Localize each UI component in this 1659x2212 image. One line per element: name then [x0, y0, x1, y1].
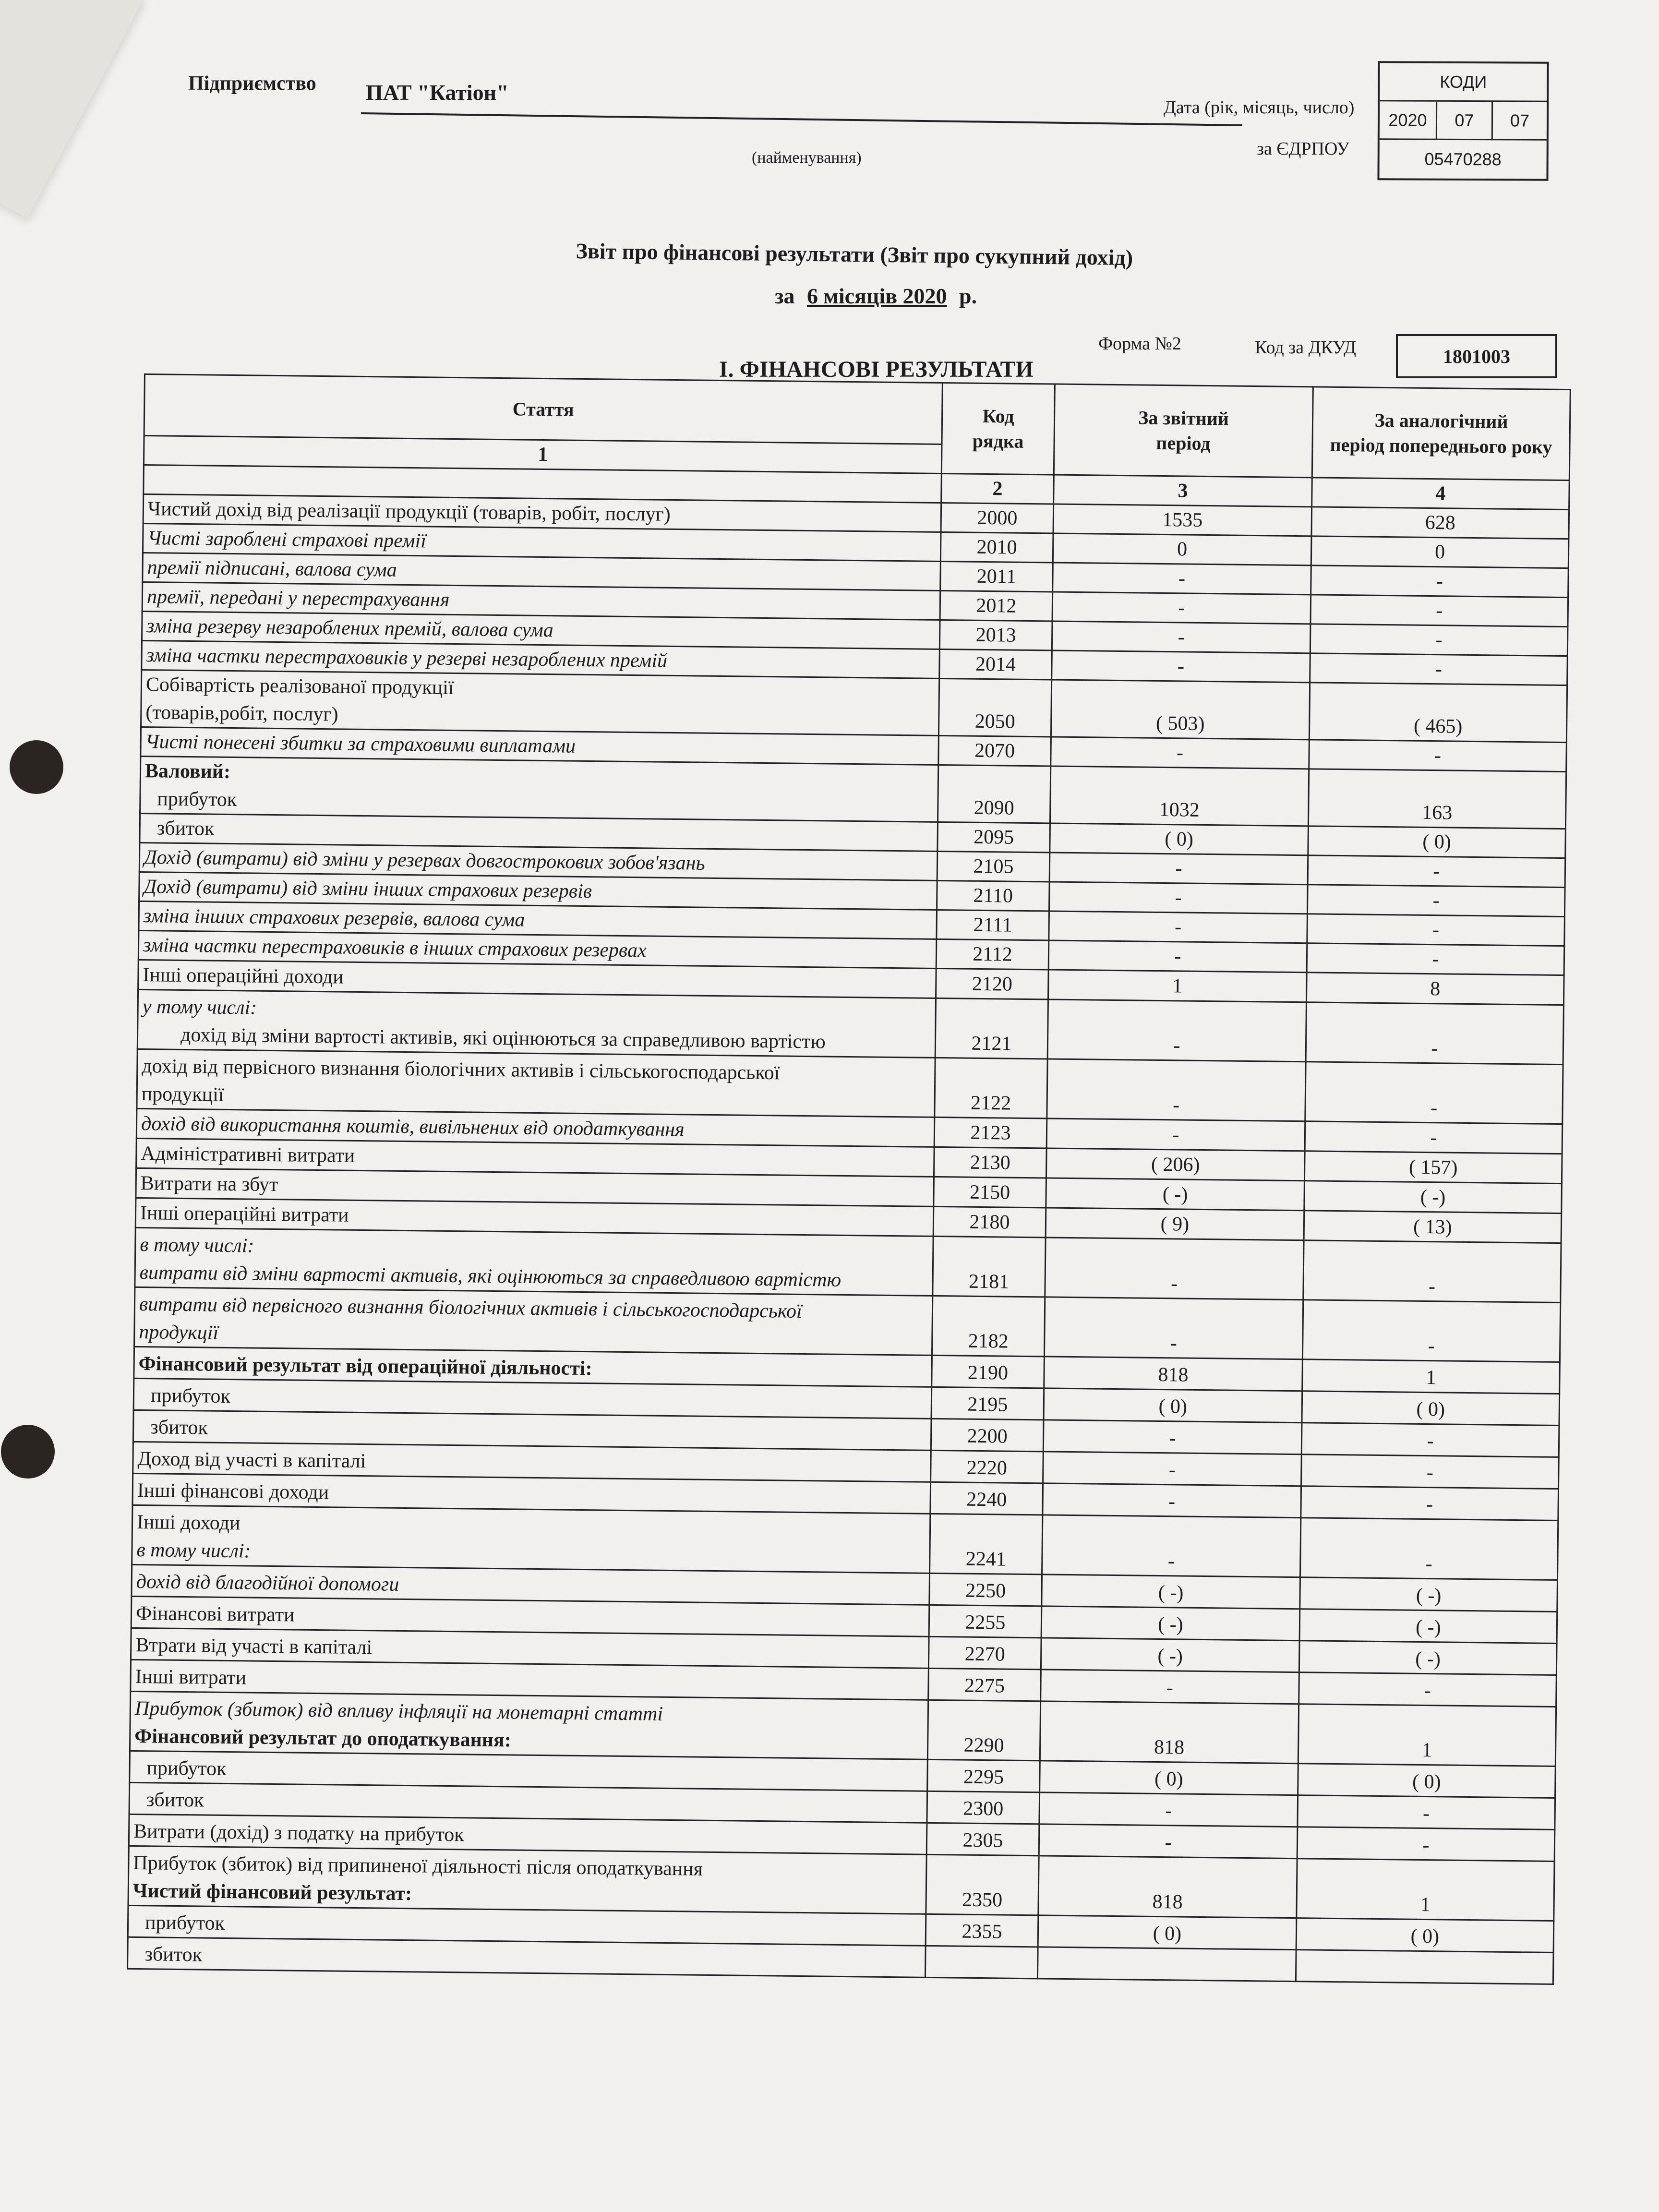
row-code: 2011 — [940, 561, 1053, 592]
row-code: 2182 — [932, 1296, 1045, 1357]
row-current-value: 1 — [1048, 970, 1307, 1002]
enterprise-label: Підприємство — [188, 72, 316, 95]
row-previous-value: 0 — [1311, 536, 1569, 568]
row-previous-value: - — [1311, 565, 1569, 598]
header-code-line2: рядка — [972, 430, 1024, 452]
row-label-text: збиток — [146, 1789, 204, 1812]
row-label — [128, 1846, 926, 1914]
date-label: Дата (рік, місяць, число) — [1164, 97, 1355, 118]
row-code: 2270 — [928, 1636, 1041, 1670]
column-number-1: 1 — [144, 436, 942, 474]
row-label — [130, 1691, 928, 1759]
row-current-value: - — [1043, 1452, 1302, 1486]
row-previous-value: ( -) — [1299, 1609, 1557, 1644]
row-current-value: - — [1049, 882, 1308, 914]
row-label-text: Інші витрати — [135, 1665, 247, 1689]
row-label-line1: Інші доходи — [136, 1511, 240, 1535]
row-label-text: збиток — [156, 817, 215, 840]
row-current-value: - — [1047, 999, 1306, 1062]
row-previous-value: 628 — [1311, 507, 1569, 539]
row-current-value: 0 — [1053, 533, 1311, 565]
row-previous-value: ( 465) — [1309, 683, 1567, 743]
row-label-text: Втрати від участі в капіталі — [135, 1634, 373, 1659]
row-previous-value: ( -) — [1304, 1181, 1562, 1214]
row-previous-value: - — [1298, 1795, 1555, 1830]
header-current — [1054, 384, 1313, 478]
codes-title: КОДИ — [1380, 63, 1547, 102]
row-previous-value: - — [1307, 914, 1565, 946]
row-label-line2: в тому числі: — [136, 1539, 251, 1563]
row-previous-value: - — [1299, 1672, 1557, 1707]
row-label — [137, 989, 936, 1058]
row-current-value: ( -) — [1042, 1575, 1300, 1609]
row-code: 2010 — [940, 532, 1053, 563]
row-previous-value: ( 13) — [1304, 1211, 1562, 1243]
row-label-text: Чистий дохід від реалізації продукції (товарів, робіт, послуг) — [147, 498, 671, 526]
row-label-line2: продукції — [141, 1083, 224, 1106]
row-current-value: - — [1044, 1297, 1303, 1359]
report-title: Звіт про фінансові результати (Звіт про сукупний дохід) — [576, 238, 1133, 270]
form-label: Форма №2 — [1098, 334, 1181, 354]
row-current-value: - — [1039, 1824, 1298, 1859]
row-label-text: прибуток — [146, 1757, 227, 1780]
row-previous-value: - — [1308, 855, 1565, 888]
row-previous-value: 1 — [1302, 1359, 1560, 1394]
row-current-value: ( 9) — [1046, 1208, 1304, 1240]
row-code: 2014 — [939, 649, 1052, 680]
row-label-text: зміна частки перестраховиків у резерві незароблених премій — [146, 644, 668, 672]
row-current-value: 818 — [1044, 1357, 1303, 1391]
row-label-text: Інші фінансові доходи — [137, 1479, 329, 1504]
row-code: 2190 — [932, 1355, 1045, 1388]
row-code: 2180 — [933, 1206, 1046, 1238]
column-number-3: 3 — [1054, 475, 1312, 507]
row-label-text: Дохід (витрати) від зміни у резервах довгострокових зобов'язань — [144, 846, 705, 875]
row-label-text: Фінансові витрати — [135, 1602, 295, 1626]
row-previous-value: 163 — [1308, 769, 1566, 829]
row-code: 2241 — [930, 1514, 1043, 1575]
row-current-value: ( 0) — [1050, 823, 1309, 855]
row-current-value: ( 503) — [1051, 680, 1310, 740]
financial-results-table — [127, 373, 1570, 1985]
row-label-text: зміна частки перестраховиків в інших страхових резервах — [143, 934, 647, 962]
row-label-text: прибуток — [150, 1384, 231, 1408]
row-code: 2200 — [931, 1419, 1044, 1452]
row-code: 2000 — [941, 503, 1054, 533]
row-label-text: Адміністративні витрати — [141, 1142, 355, 1167]
row-label-text: Доход від участі в капіталі — [137, 1447, 366, 1473]
row-previous-value: - — [1302, 1300, 1560, 1362]
row-label-text: збиток — [150, 1416, 208, 1439]
row-label-line2: витрати від зміни вартості активів, які оцінюються за справедливою вартістю — [139, 1262, 842, 1291]
row-current-value: ( 0) — [1040, 1761, 1298, 1795]
row-current-value: - — [1052, 650, 1310, 683]
report-period-line — [775, 283, 977, 309]
row-current-value: - — [1045, 1238, 1304, 1300]
row-code: 2195 — [931, 1387, 1044, 1420]
row-previous-value: - — [1309, 740, 1567, 772]
row-label — [135, 1227, 933, 1296]
row-previous-value: ( 0) — [1296, 1918, 1554, 1953]
row-label-line1: у тому числі: — [142, 996, 257, 1019]
row-previous-value: - — [1303, 1240, 1561, 1303]
period-suffix: р. — [959, 284, 977, 308]
date-year: 2020 — [1380, 101, 1437, 140]
period-prefix: за — [775, 284, 795, 308]
row-previous-value: - — [1297, 1827, 1555, 1862]
row-previous-value: ( 157) — [1304, 1151, 1562, 1184]
row-label-text: Чисті понесені збитки за страховими виплатами — [145, 731, 576, 757]
row-current-value — [1037, 1947, 1296, 1982]
section-title: І. ФІНАНСОВІ РЕЗУЛЬТАТИ — [719, 357, 1034, 382]
row-code: 2181 — [933, 1236, 1046, 1297]
row-label-text: Інші операційні доходи — [143, 964, 344, 988]
row-current-value: 818 — [1040, 1701, 1298, 1764]
row-code: 2120 — [936, 968, 1049, 999]
row-current-value: - — [1048, 940, 1307, 973]
row-previous-value: 8 — [1306, 973, 1564, 1005]
page-curl — [0, 0, 144, 218]
edrpou-label: за ЄДРПОУ — [1257, 139, 1350, 159]
row-code: 2275 — [928, 1668, 1041, 1701]
row-label-line1: Прибуток (збиток) від впливу інфляції на монетарні статті — [134, 1697, 663, 1725]
row-label-text: премії, передані у перестрахування — [146, 586, 450, 611]
row-label-text: Чисті зароблені страхові премії — [147, 527, 427, 553]
dkud-code: 1801003 — [1396, 334, 1557, 378]
row-current-value: - — [1046, 1118, 1305, 1151]
name-caption: (найменування) — [752, 149, 862, 167]
row-code: 2123 — [934, 1117, 1047, 1148]
row-previous-value: - — [1305, 1062, 1563, 1124]
row-label-text: премії підписані, валова сума — [147, 556, 397, 581]
row-current-value: ( 206) — [1046, 1148, 1305, 1181]
row-label — [141, 670, 939, 735]
row-label-line2: дохід від зміни вартості активів, які оцінюються за справедливою вартістю — [180, 1023, 826, 1053]
row-label-line1: Валовий: — [144, 760, 231, 783]
row-label-text: Витрати на збут — [140, 1172, 278, 1196]
row-code: 2350 — [926, 1854, 1039, 1915]
row-current-value: - — [1043, 1483, 1301, 1518]
row-label-line1: витрати від первісного визнання біологічних активів і сільськогосподарської — [139, 1293, 802, 1322]
row-previous-value — [1296, 1950, 1553, 1984]
punch-hole-lower — [1, 1425, 55, 1479]
header-code-line1: Код — [982, 405, 1014, 427]
row-current-value: - — [1043, 1420, 1302, 1455]
row-code: 2130 — [934, 1147, 1046, 1178]
row-label-text: Витрати (дохід) з податку на прибуток — [133, 1820, 464, 1846]
row-previous-value: - — [1307, 943, 1564, 975]
row-current-value: ( 0) — [1044, 1388, 1302, 1423]
header-previous-line2: період попереднього року — [1330, 433, 1552, 458]
row-code: 2050 — [938, 678, 1051, 737]
row-current-value: 818 — [1038, 1856, 1297, 1918]
row-previous-value: - — [1301, 1486, 1559, 1521]
row-current-value: ( -) — [1046, 1178, 1305, 1211]
enterprise-underline — [361, 112, 1242, 126]
row-label-text: зміна резерву незароблених премій, валова сума — [146, 615, 554, 642]
row-code: 2250 — [929, 1573, 1042, 1606]
row-current-value: ( 0) — [1038, 1915, 1297, 1950]
row-label-line1: Прибуток (збиток) від припиненої діяльності після оподаткування — [133, 1851, 703, 1880]
row-previous-value: - — [1307, 885, 1565, 917]
row-code: 2012 — [940, 590, 1053, 621]
header-article: Стаття — [144, 374, 942, 445]
row-code — [925, 1946, 1038, 1979]
row-previous-value: ( 0) — [1308, 826, 1566, 858]
row-code: 2013 — [939, 620, 1052, 650]
row-current-value: - — [1049, 853, 1308, 885]
row-previous-value: ( -) — [1299, 1641, 1557, 1675]
edrpou-code: 05470288 — [1424, 149, 1502, 169]
row-label-line2: Фінансовий результат до оподаткування: — [134, 1725, 512, 1752]
row-previous-value: ( 0) — [1298, 1764, 1556, 1798]
column-number-4: 4 — [1312, 478, 1570, 510]
row-label-text: дохід від використання коштів, вивільнених від оподаткування — [141, 1113, 685, 1141]
row-code: 2110 — [937, 880, 1050, 911]
row-label — [137, 1049, 935, 1117]
header-code — [941, 383, 1055, 475]
row-current-value: - — [1052, 621, 1310, 653]
row-label-line2: Чистий фінансовий результат: — [132, 1879, 412, 1905]
header-previous-line1: За аналогічний — [1374, 409, 1508, 433]
row-code: 2305 — [926, 1823, 1039, 1856]
row-label-line1: дохід від первісного визнання біологічних активів і сільськогосподарської — [142, 1055, 780, 1084]
row-previous-value: - — [1310, 624, 1568, 656]
row-current-value: ( -) — [1041, 1606, 1300, 1641]
dkud-label: Код за ДКУД — [1255, 337, 1357, 358]
row-current-value: - — [1051, 737, 1310, 769]
date-day: 07 — [1493, 102, 1547, 140]
row-label-text: Інші операційні витрати — [140, 1202, 349, 1226]
row-code: 2121 — [935, 998, 1048, 1059]
row-previous-value: ( -) — [1300, 1577, 1558, 1612]
header-previous — [1312, 387, 1570, 481]
row-label-line1: Собівартість реалізованої продукції — [145, 673, 454, 699]
row-code: 2150 — [934, 1177, 1046, 1208]
row-code: 2090 — [938, 765, 1050, 823]
row-label-text: Дохід (витрати) від зміни інших страхових резервів — [144, 876, 592, 903]
row-previous-value: ( 0) — [1302, 1391, 1560, 1426]
row-current-value: ( -) — [1041, 1638, 1299, 1672]
date-month: 07 — [1437, 102, 1493, 141]
row-current-value: - — [1047, 1059, 1306, 1121]
row-code: 2095 — [938, 822, 1050, 853]
row-code: 2300 — [927, 1791, 1040, 1824]
row-current-value: - — [1049, 911, 1308, 943]
punch-hole-upper — [10, 740, 63, 794]
row-previous-value: 1 — [1297, 1859, 1554, 1921]
row-code: 2290 — [927, 1700, 1040, 1761]
row-previous-value: 1 — [1298, 1704, 1556, 1767]
row-label-line1: в тому числі: — [140, 1234, 254, 1257]
row-current-value: - — [1052, 592, 1311, 624]
row-current-value: - — [1053, 563, 1311, 595]
row-previous-value: - — [1306, 1002, 1563, 1065]
row-previous-value: - — [1310, 653, 1568, 685]
row-label-text: збиток — [144, 1943, 203, 1966]
column-number-2: 2 — [941, 473, 1054, 504]
row-code: 2255 — [929, 1605, 1042, 1638]
row-current-value: - — [1042, 1515, 1301, 1577]
report-period: 6 місяців 2020 — [807, 284, 947, 308]
row-previous-value: - — [1310, 595, 1568, 627]
header-current-line2: період — [1156, 432, 1211, 455]
row-code: 2112 — [936, 939, 1049, 970]
row-current-value: - — [1041, 1670, 1299, 1704]
row-previous-value: - — [1301, 1423, 1559, 1457]
row-label-text: зміна інших страхових резервів, валова сума — [143, 905, 525, 931]
header-current-line1: За звітний — [1138, 407, 1229, 430]
row-code: 2220 — [931, 1450, 1044, 1483]
row-code: 2122 — [935, 1058, 1047, 1118]
row-label-text: прибуток — [144, 1911, 225, 1935]
row-label-text: дохід від благодійної допомоги — [136, 1570, 399, 1596]
row-code: 2105 — [937, 851, 1050, 882]
row-label — [132, 1505, 930, 1573]
row-current-value: 1032 — [1050, 766, 1309, 826]
row-previous-value: - — [1301, 1455, 1559, 1489]
row-previous-value: - — [1300, 1518, 1558, 1580]
row-label — [134, 1287, 933, 1355]
row-label-line2: прибуток — [157, 788, 237, 811]
row-label-line2: продукції — [139, 1321, 219, 1344]
row-code: 2295 — [927, 1759, 1040, 1792]
row-previous-value: - — [1305, 1121, 1563, 1154]
row-code: 2355 — [926, 1914, 1038, 1947]
enterprise-name: ПАТ "Катіон" — [366, 80, 509, 105]
row-current-value: 1535 — [1053, 504, 1312, 536]
codes-box — [1377, 61, 1549, 181]
row-label-line2: (товарів,робіт, послуг) — [145, 701, 338, 726]
row-code: 2240 — [930, 1482, 1043, 1515]
row-code: 2111 — [937, 910, 1049, 940]
row-current-value: - — [1039, 1792, 1298, 1827]
row-label — [140, 756, 938, 822]
row-code: 2070 — [938, 735, 1051, 766]
row-label-text: Фінансовий результат від операційної діяльності: — [138, 1352, 592, 1380]
